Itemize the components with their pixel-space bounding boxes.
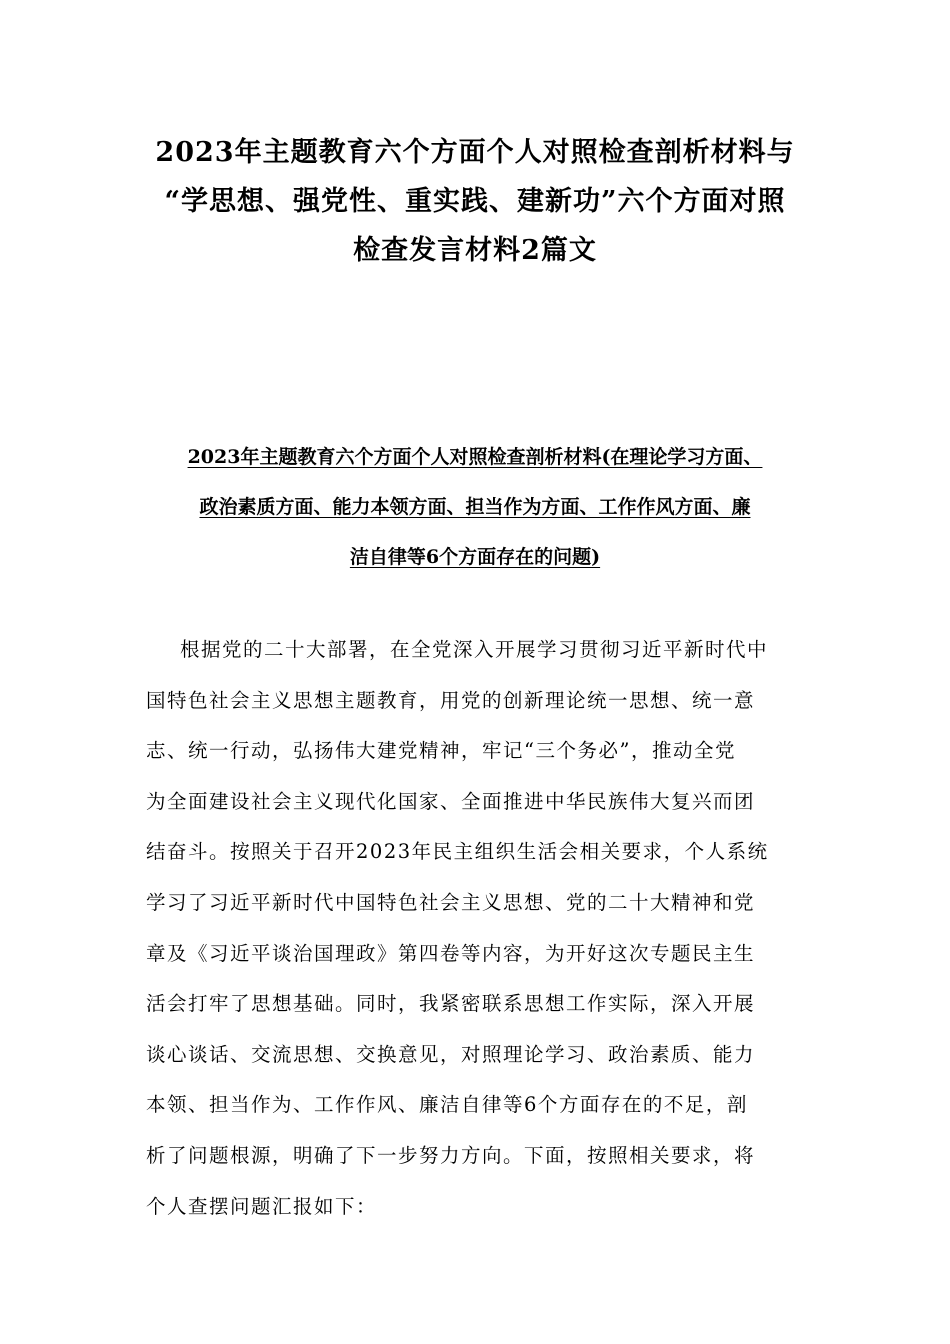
paragraph-line: 活会打牢了思想基础。同时，我紧密联系思想工作实际，深入开展	[146, 992, 756, 1016]
paragraph-line: 学习了习近平新时代中国特色社会主义思想、党的二十大精神和党	[146, 890, 756, 914]
paragraph-line: 国特色社会主义思想主题教育，用党的创新理论统一思想、统一意	[146, 688, 756, 712]
paragraph-line: 志、统一行动，弘扬伟大建党精神，牢记“三个务必”，推动全党	[146, 739, 736, 763]
document-title	[120, 128, 830, 275]
section-heading-line: 政治素质方面、能力本领方面、担当作为方面、工作作风方面、廉	[199, 496, 751, 518]
body-paragraph	[146, 625, 811, 1232]
paragraph-line: 为全面建设社会主义现代化国家、全面推进中华民族伟大复兴而团	[146, 789, 756, 813]
section-heading-line: 2023年主题教育六个方面个人对照检查剖析材料(在理论学习方面、	[187, 446, 763, 468]
paragraph-line: 析了问题根源，明确了下一步努力方向。下面，按照相关要求，将	[146, 1143, 756, 1167]
paragraph-line: 章及《习近平谈治国理政》第四卷等内容，为开好这次专题民主生	[146, 941, 756, 965]
title-line: 检查发言材料2篇文	[353, 235, 597, 266]
paragraph-line: 谈心谈话、交流思想、交换意见，对照理论学习、政治素质、能力	[146, 1042, 756, 1066]
paragraph-line: 个人查摆问题汇报如下：	[146, 1194, 378, 1218]
section-heading-line: 洁自律等6个方面存在的问题)	[349, 546, 601, 568]
paragraph-line: 本领、担当作为、工作作风、廉洁自律等6个方面存在的不足，剖	[146, 1093, 748, 1117]
paragraph-line: 结奋斗。按照关于召开2023年民主组织生活会相关要求，个人系统	[146, 840, 769, 864]
section-heading	[135, 432, 815, 582]
paragraph-line: 根据党的二十大部署，在全党深入开展学习贯彻习近平新时代中	[180, 638, 769, 661]
title-line: “学思想、强党性、重实践、建新功”六个方面对照	[164, 186, 786, 217]
title-line: 2023年主题教育六个方面个人对照检查剖析材料与	[155, 137, 795, 168]
